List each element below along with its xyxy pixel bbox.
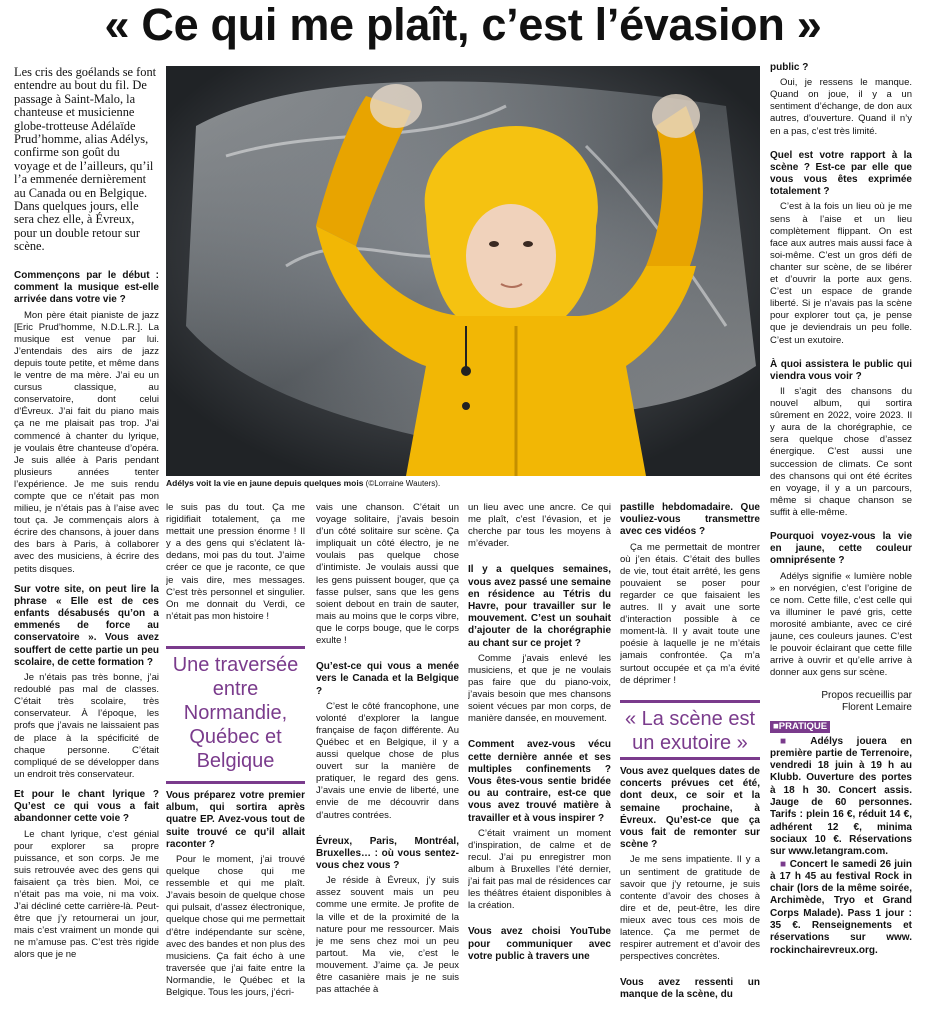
- answer-8: C’était vraiment un moment d’inspiration, de calme et de recul. J’ai pu enregistrer mon album à Bruxelles l’été dernier, j’ai fait pas mal de résidences car les théâtres étaient disponibles à la création.: [468, 827, 611, 912]
- answer-continued-3: un lieu avec une ancre. Ce qui me plaît, c’est l’évasion, et je cherche par tous les moyens à m’évader.: [468, 502, 611, 550]
- pratique-square: ■: [773, 720, 779, 732]
- column-5-top: [620, 502, 760, 692]
- credit-line-1: Propos recueillis par: [821, 689, 912, 701]
- question-9-cont: pastille hebdomadaire. Que vouliez-vous transmettre avec ces vidéos ?: [620, 502, 760, 538]
- answer-13: Il s’agit des chansons du nouvel album, qui sortira sûrement en 2022, voire 2023. Il y aura de la chorégraphie, ce sera quelque chose d’assez énergique. C’est aussi une succession de climats. Ce sont des chansons qui ont été écrites en voyage, il y a un parcours, même si chaque chanson se suffit à elle-même.: [770, 386, 912, 518]
- credit-author: Florent Lemaire: [841, 702, 912, 713]
- article-photo: [166, 66, 760, 476]
- caption-text: Adélys voit la vie en jaune depuis quelques mois: [166, 478, 364, 488]
- answer-1: Mon père était pianiste de jazz [Eric Prud’homme, N.D.L.R.]. La musique est venue par lui. J’entendais des airs de jazz depuis toute petite, et même dans le ventre de ma mère. J’ai eu un cursus classique, au conservatoire, dont celui d’Évreux. J’ai fait du piano mais ça ne me plaisait pas trop. J’ai commencé à chanter du lyrique, je voulais être chanteuse d’opéra. Je suis allée à Paris pendant plusieurs années tenter l’expérience. Je me suis rendu compte que ce n’était pas mon milieu, je n’étais pas à l’aise avec tout ça. Je commençais alors à écrire des chansons, à jouer dans des bars à Paris, à collaborer avec des musiciens, à écrire des petits disques.: [14, 309, 159, 575]
- question-9: Vous avez choisi YouTube pour communiquer avec votre public à travers une: [468, 926, 611, 962]
- answer-continued: le suis pas du tout. Ça me rigidifiait totalement, ça me mettait une pression énorme ! Il y a des gens qui s’éclatent là-dedans, moi pas du tout. J’aime créer ce que je raconte, ce que je vais dire, mes messages. C’est très personnel et singulier. On me donnait du Verdi, ce n’était pas mon histoire !: [166, 502, 305, 622]
- question-11-cont: public ?: [770, 62, 809, 73]
- question-10: Vous avez quelques dates de concerts prévues cet été, dont deux, ce soir et la semaine prochaine, à Évreux. Qu’est-ce que ça vous fait de remonter sur scène ?: [620, 766, 760, 851]
- photo-caption: [166, 478, 760, 489]
- answer-2: Je n’étais pas très bonne, j’ai redoublé pas mal de classes. C’était très scolaire, très conservateur. À l’époque, les profs que j’avais ne laissaient pas de place à la spécificité de chaque personne. C’était compliqué de se développer dans un endroit très conservateur.: [14, 672, 159, 780]
- question-13: À quoi assistera le public qui viendra vous voir ?: [770, 358, 912, 382]
- column-6: [770, 62, 912, 1022]
- pratique-item-2: [770, 859, 912, 957]
- pull-quote-2: « La scène est un exutoire »: [620, 700, 760, 760]
- pratique-item-1: [770, 736, 912, 859]
- answer-7: Comme j’avais enlevé les musiciens, et que je ne voulais pas faire que du piano-voix, j’avais besoin que mes chansons soient vécues par mon corps, de manière dansée, en mouvement.: [468, 652, 611, 725]
- pratique-text: PRATIQUE: [778, 720, 828, 732]
- answer-12: C’est à la fois un lieu où je me sens à l’aise et un lieu complètement flippant. On est face aux autres mais aussi face à soi-même. C’est un gros défi de chanter sur scène, de se libérer et d’ouvrir la porte aux gens. C’est un espace de grande liberté. Si je n’avais pas la scène pour explorer tout ça, je pense que je deviendrais un peu folle. C’est un exutoire.: [770, 201, 912, 346]
- question-1: Commençons par le début : comment la musique est-elle arrivée dans votre vie ?: [14, 270, 159, 306]
- column-5-bottom: [620, 766, 760, 1022]
- pull-quote-1: Une traversée entre Normandie, Québec et Belgique: [166, 646, 305, 784]
- answer-continued-2: vais une chanson. C’était un voyage solitaire, j’avais besoin d’un côté solitaire sur scène. Ça impliquait un côté électro, je ne voulais pas quelque chose d’intimiste. Je voulais aussi que les gens puissent bouger, que ça fasse pulser, sans que les gens soient debout en train de sauter, mais au moins que le corps vibre, que le corps bouge, que le corps exulte !: [316, 502, 459, 647]
- answer-3: Le chant lyrique, c’est génial pour explorer sa propre puissance, et son corps. Je me suis retrouvée avec des gens qui faisaient ça très bien. Moi, ce n’était pas ma voie, ni ma voix. J’ai décliné cette carrière-là. Peut-être que j’y retournerai un jour, mais c’est vraiment un monde qui ne m’amuse pas. C’est très rigide alors que je ne: [14, 828, 159, 961]
- bullet-square-icon: ■: [780, 735, 811, 747]
- bullet-square-icon: ■: [780, 858, 790, 870]
- caption-credit: (©Lorraine Wauters).: [363, 479, 441, 488]
- question-2: Sur votre site, on peut lire la phrase « Elle est de ces enfants désabusés qu’on a emmenés de force au conservatoire ». Vous avez souffert de cette partie un peu scolaire, de cette formation ?: [14, 583, 159, 668]
- answer-14: Adélys signifie « lumière noble » en norvégien, c’est l’origine de ce nom. Cette fille, c’est celle qui va illuminer le pavé gris, cette morosité ambiante, avec ce ciré jaune, ces couleurs jaunes. C’est le pouvoir éclairant que cette fille arrive à ouvrir et qu’elle arrive à donner aux gens sur scène.: [770, 570, 912, 679]
- column-1: [14, 270, 159, 1022]
- answer-5: C’est le côté francophone, une volonté d’explorer la langue française de façon différente. Au Québec et en Belgique, il y a aussi quelque chose de plus ouvert sur la manière de pratiquer, le regard des gens. J’avais une envie de liberté, une envie de me découvrir dans d’autres contrées.: [316, 700, 459, 821]
- answer-11: Oui, je ressens le manque. Quand on joue, il y a un sentiment d’échange, de don aux autres, d’ouverture. Quand il n’y en a pas, c’est très limité.: [770, 77, 912, 137]
- question-12: Quel est votre rapport à la scène ? Est-ce par elle que vous vous êtes exprimée totalement ?: [770, 149, 912, 198]
- question-4: Vous préparez votre premier album, qui sortira après quatre EP. Avez-vous tout de suite trouvé ce qu’il allait raconter ?: [166, 790, 305, 850]
- intro-paragraph: Les cris des goélands se font entendre au bout du fil. De passage à Saint-Malo, la chanteuse et musicienne globe-trotteuse Adélaïde Prud’homme, alias Adélys, confirme son goût du voyage et de l’ailleurs, qu’il l’a emmenée dernièrement au Canada ou en Belgique. Dans quelques jours, elle sera chez elle, à Évreux, pour un double retour sur scène.: [14, 66, 157, 254]
- pratique-item-2-text: Concert le samedi 26 juin à 17 h 45 au festival Rock in chair (lors de la même soirée, Archimède, Tryo et Grand Corps Malade). Pass 1 jour : 35 €. Renseignements et réservations sur www. rockinchairevreux.org.: [770, 858, 912, 956]
- answer-9: Ça me permettait de montrer où j’en étais. C’était des bulles de vie, tout était arrêté, les gens pouvaient se poser pour regarder ce que faisaient les autres. Il y avait une sorte d’interaction possible à ce moment-là. Il y avait toute une poésie à laquelle je ne m’étais jamais confrontée. Ça m’a surtout occupée et ça m’a évité de déprimer !: [620, 541, 760, 686]
- question-7: Il y a quelques semaines, vous avez passé une semaine en résidence au Tétris du Havre, pour travailler sur le mouvement. C’est un souhait d’ajouter de la chorégraphie au chant sur ce projet ?: [468, 564, 611, 649]
- pratique-label: [770, 721, 830, 733]
- column-3: [316, 502, 459, 1022]
- question-11: Vous avez ressenti un manque de la scène, du: [620, 977, 760, 1001]
- pratique-box: [770, 721, 912, 957]
- column-4: [468, 502, 611, 1022]
- page-headline: « Ce qui me plaît, c’est l’évasion »: [104, 0, 822, 50]
- question-8: Comment avez-vous vécu cette dernière année et ses multiples confinements ? Vous êtes-vous sentie bridée ou au contraire, est-ce que vous avez trouvé matière à travailler et à vous inspirer ?: [468, 739, 611, 824]
- pratique-item-1-text: Adélys jouera en première partie de Terrenoire, vendredi 18 juin à 19 h au Klubb. Ouverture des portes à 18 h 30. Concert assis. Jauge de 60 personnes. Tarifs : plein 16 €, réduit 14 €, adhérent 12 €, minima sociaux 10 €. Réservations sur www.letangram.com.: [770, 735, 912, 858]
- answer-4: Pour le moment, j’ai trouvé quelque chose qui me ressemble et qui me plaît. J’avais besoin de quelque chose qui pulsait, d’assez électronique, quelque chose qui me permettait d’être indépendante sur scène, avec des bandes et non plus des musiciens. Ça fait écho à une traversée que j’ai faite entre la Normandie, le Québec et la Belgique. Tous les jours, j’écri-: [166, 854, 305, 999]
- column-2-top: [166, 502, 305, 640]
- column-2-bottom: [166, 790, 305, 1022]
- question-14: Pourquoi voyez-vous la vie en jaune, cette couleur omniprésente ?: [770, 531, 912, 567]
- answer-10: Je me sens impatiente. Il y a un sentiment de gratitude de savoir que j’y retourne, je suis contente d’avoir des choses à dire et de, peut-être, les dire mieux avec tous ces mois de latence. Ça me permet de respirer autrement et d’avoir des perspectives concrètes.: [620, 854, 760, 963]
- photo-illustration: [166, 66, 760, 476]
- question-5: Qu’est-ce qui vous a menée vers le Canada et la Belgique ?: [316, 661, 459, 697]
- answer-6: Je réside à Évreux, j’y suis assez souvent mais un peu comme une ermite. Je profite de la ville et de la proximité de la nature pour me ressourcer. Mais je me sens chez moi un peu partout. Ma vie, c’est le mouvement. J’aime ça. Je peux être casanière mais je ne suis pas attachée à: [316, 875, 459, 996]
- question-3: Et pour le chant lyrique ? Qu’est ce qui vous a fait abandonner cette voie ?: [14, 788, 159, 825]
- question-6: Évreux, Paris, Montréal, Bruxelles… : où vous sentez-vous chez vous ?: [316, 835, 459, 872]
